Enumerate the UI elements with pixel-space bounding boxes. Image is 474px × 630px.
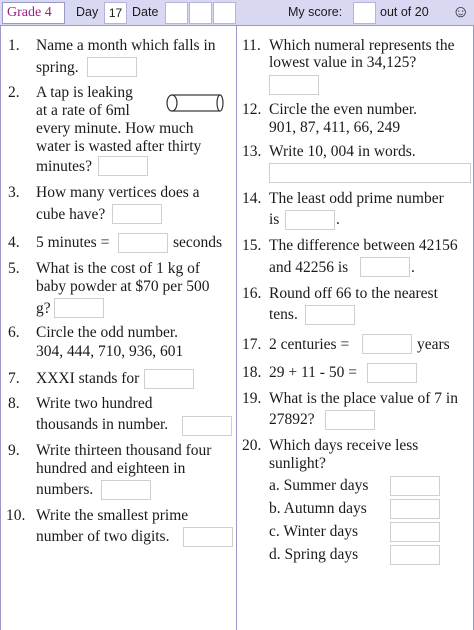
column-divider [236, 26, 237, 630]
q15-text-1: The difference between 42156 [269, 237, 458, 254]
q20-option-c: c. Winter days [269, 523, 359, 540]
smiley-icon: ☺ [452, 2, 470, 21]
q3-text-2: cube have? [36, 206, 106, 223]
q16-answer-box[interactable] [305, 305, 355, 325]
q4-answer-box[interactable] [118, 233, 168, 253]
q20-option-a: a. Summer days [269, 477, 369, 494]
q5-text-2: baby powder at $70 per 500 [36, 278, 210, 295]
q13-answer-box[interactable] [269, 163, 471, 183]
date-label: Date [132, 5, 159, 19]
q17-text-2: years [417, 336, 450, 353]
q11-answer-box[interactable] [269, 75, 319, 95]
date-box-day[interactable] [165, 2, 188, 24]
q1-text-2: spring. [36, 59, 79, 76]
day-label: Day [76, 5, 99, 19]
q10-text-2: number of two digits. [36, 528, 170, 545]
q9-text-2: hundred and eighteen in [36, 460, 186, 477]
q2-text-1: A tap is leaking [36, 84, 133, 101]
q2-number: 2. [8, 84, 20, 101]
q18-answer-box[interactable] [367, 363, 417, 383]
q10-text-1: Write the smallest prime [36, 507, 189, 524]
q9-answer-box[interactable] [101, 480, 151, 500]
score-label: My score: [288, 5, 343, 19]
q2-text-4: water is wasted after thirty [36, 138, 202, 155]
q2-text-3: every minute. How much [36, 120, 194, 137]
q14-number: 14. [242, 190, 262, 207]
q7-answer-box[interactable] [144, 369, 194, 389]
q14-text-2: is [269, 211, 280, 228]
q14-text-3: . [336, 211, 340, 228]
q12-text-1: Circle the even number. [269, 101, 418, 118]
q20-option-c-box[interactable] [390, 522, 440, 542]
q8-number: 8. [8, 395, 20, 412]
q5-text-3: g? [36, 300, 51, 317]
q20-number: 20. [242, 437, 262, 454]
q6-number: 6. [8, 324, 20, 341]
q15-text-3: . [411, 259, 415, 276]
q9-text-3: numbers. [36, 481, 94, 498]
q14-text-1: The least odd prime number [269, 190, 444, 207]
q12-text-2[interactable]: 901, 87, 411, 66, 249 [269, 119, 401, 136]
q10-answer-box[interactable] [183, 527, 233, 547]
q2-text-5: minutes? [36, 158, 92, 175]
q14-answer-box[interactable] [285, 210, 335, 230]
q1-number: 1. [8, 37, 20, 54]
q8-text-2: thousands in number. [36, 416, 169, 433]
q3-number: 3. [8, 184, 20, 201]
q2-text-2: at a rate of 6ml [36, 102, 130, 119]
worksheet-header [0, 0, 474, 26]
q12-number: 12. [242, 101, 262, 118]
q10-number: 10. [6, 507, 26, 524]
q3-answer-box[interactable] [112, 204, 162, 224]
grade-label: Grade 4 [2, 2, 65, 24]
q16-text-2: tens. [269, 306, 298, 323]
q15-number: 15. [242, 237, 262, 254]
q11-number: 11. [242, 37, 261, 54]
q20-option-b: b. Autumn days [269, 500, 367, 517]
q8-text-1: Write two hundred [36, 395, 153, 412]
q20-text-2: sunlight? [269, 455, 326, 472]
score-input[interactable] [353, 2, 376, 24]
q5-answer-box[interactable] [54, 298, 104, 318]
q17-answer-box[interactable] [362, 334, 412, 354]
q19-text-2: 27892? [269, 411, 315, 428]
q20-option-b-box[interactable] [390, 499, 440, 519]
q15-text-2: and 42256 is [269, 259, 349, 276]
q16-text-1: Round off 66 to the nearest [269, 285, 438, 302]
q11-text-1: Which numeral represents the [269, 37, 455, 54]
q20-option-d: d. Spring days [269, 546, 359, 563]
q5-number: 5. [8, 260, 20, 277]
q6-text-2[interactable]: 304, 444, 710, 936, 601 [36, 343, 184, 360]
pipe-icon [166, 92, 224, 114]
q3-text-1: How many vertices does a [36, 184, 200, 201]
date-box-month[interactable] [189, 2, 212, 24]
q7-number: 7. [8, 370, 20, 387]
q20-text-1: Which days receive less [269, 437, 419, 454]
q17-text-1: 2 centuries = [269, 336, 350, 353]
q6-text-1: Circle the odd number. [36, 324, 179, 341]
q19-answer-box[interactable] [325, 410, 375, 430]
q9-number: 9. [8, 442, 20, 459]
q5-text-1: What is the cost of 1 kg of [36, 260, 201, 277]
q18-number: 18. [242, 364, 262, 381]
q17-number: 17. [242, 336, 262, 353]
q19-text-1: What is the place value of 7 in [269, 390, 458, 407]
q11-text-2: lowest value in 34,125? [269, 54, 417, 71]
q13-text-1: Write 10, 004 in words. [269, 143, 416, 160]
q7-text-1: XXXI stands for [36, 370, 140, 387]
day-value: 17 [104, 2, 127, 24]
q8-answer-box[interactable] [182, 416, 232, 436]
q16-number: 16. [242, 285, 262, 302]
q15-answer-box[interactable] [360, 257, 410, 277]
q13-number: 13. [242, 143, 262, 160]
q1-answer-box[interactable] [87, 57, 137, 77]
q20-option-d-box[interactable] [390, 545, 440, 565]
out-of-label: out of 20 [380, 5, 429, 19]
q20-option-a-box[interactable] [390, 476, 440, 496]
q2-answer-box[interactable] [98, 156, 148, 176]
q4-number: 4. [8, 234, 20, 251]
q18-text-1: 29 + 11 - 50 = [269, 364, 357, 381]
left-border [0, 26, 1, 630]
q19-number: 19. [242, 390, 262, 407]
q1-text-1: Name a month which falls in [36, 37, 216, 54]
q9-text-1: Write thirteen thousand four [36, 442, 212, 459]
q4-text-1: 5 minutes = [36, 234, 110, 251]
date-box-year[interactable] [213, 2, 236, 24]
q4-text-2: seconds [173, 234, 223, 251]
